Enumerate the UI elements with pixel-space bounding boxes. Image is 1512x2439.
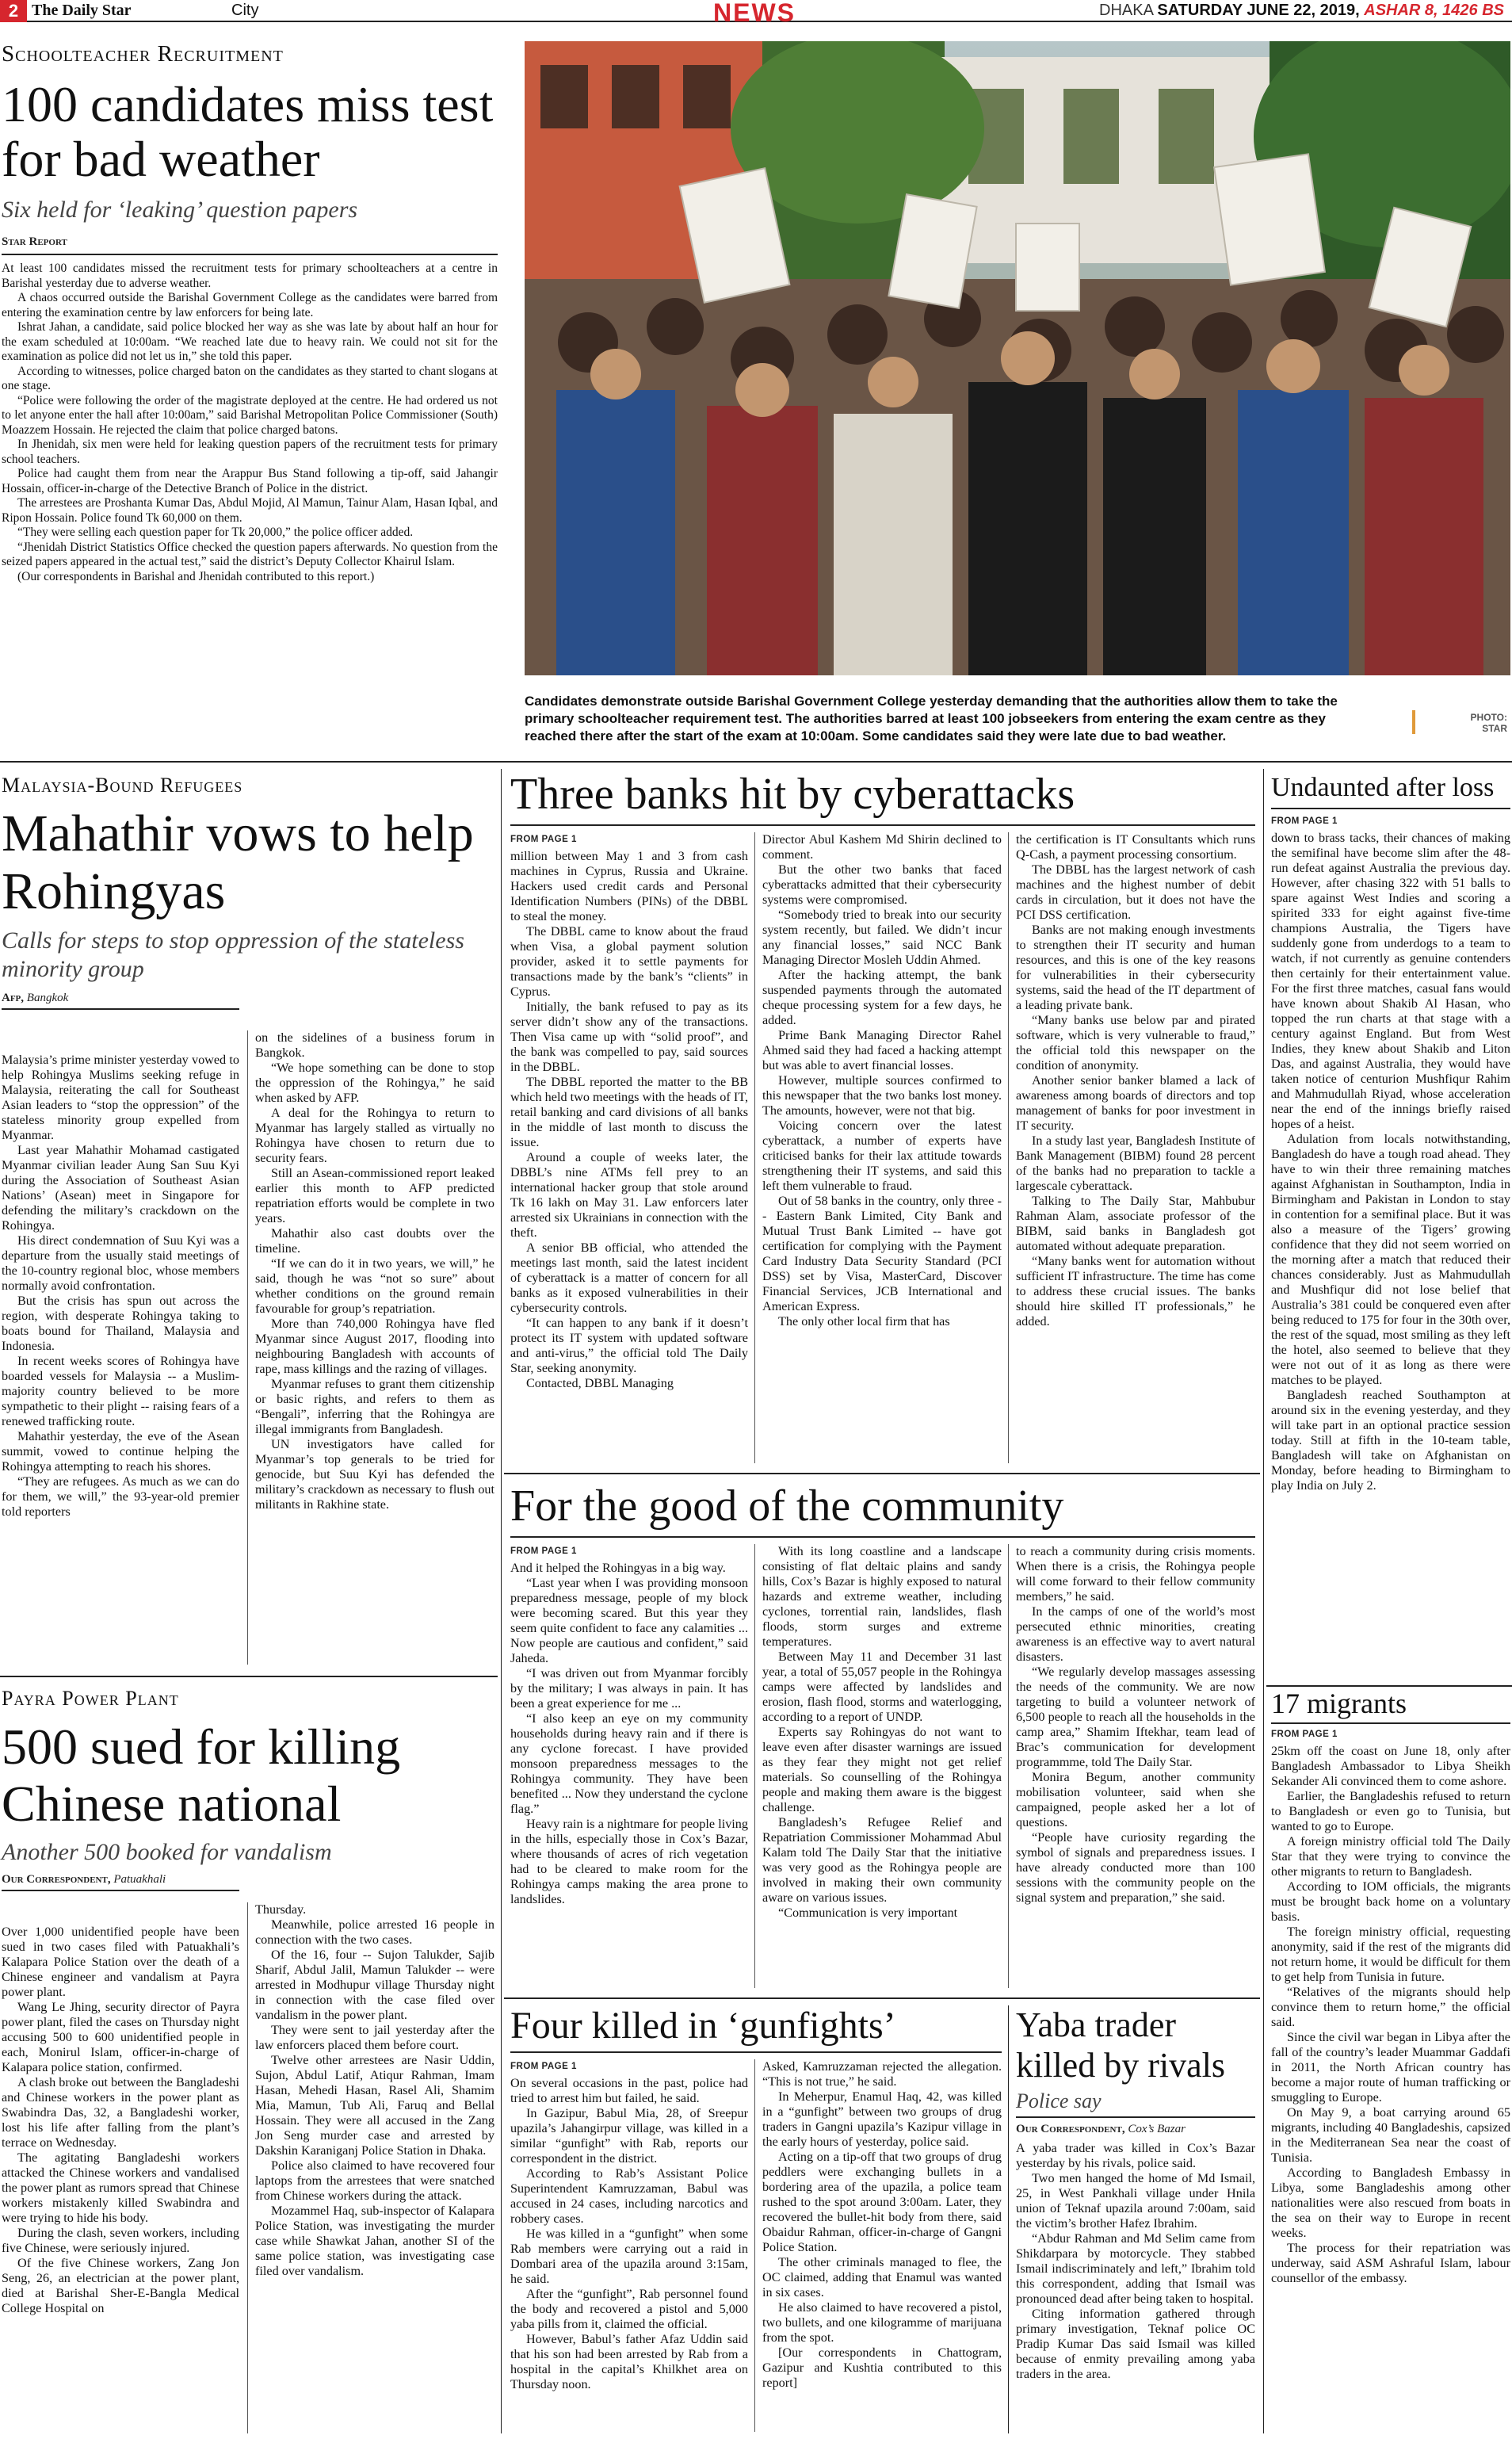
undaunted-story [1271, 774, 1510, 1493]
paragraph: Mahathir also cast doubts over the timeline. [255, 1226, 494, 1256]
byline-part: Patuakhali [113, 1873, 166, 1887]
paragraph: The process for their repatriation was underway, said ASM Ashraful Islam, labour counsellor of the embassy. [1271, 2240, 1510, 2285]
paragraph: “They are refugees. As much as we can do for them, we will,” the 93-year-old premier told reporters [2, 1474, 239, 1519]
banks-col-1 [510, 832, 748, 1391]
paragraph: A foreign ministry official told The Daily Star that they were trying to convince the other migrants to return to Bangladesh. [1271, 1833, 1510, 1879]
paragraph: Talking to The Daily Star, Mahbubur Rahman Alam, associate professor of the BIBM, said banks in Bangladesh got automated without adequate preparation. [1016, 1194, 1255, 1253]
byline-part: SATURDAY JUNE 22, 2019, [1157, 2, 1360, 19]
paragraph: The only other local firm that has [778, 1314, 950, 1328]
paragraph: Still an Asean-commissioned report leaked earlier this month to AFP predicted repatriation efforts would be complete in two years. [255, 1166, 494, 1225]
paragraph: Experts say Rohingyas do not want to leave even after disaster warnings are issued as they fear they might not get relief materials. So counselling of the Rohingya people and making them aware is the biggest challenge. [762, 1725, 1002, 1814]
byline: Afp, Bangkok [2, 992, 69, 1005]
from-page-label: FROM PAGE 1 [1271, 1729, 1338, 1739]
column-divider [247, 1902, 248, 2433]
article-body [1016, 2141, 1255, 2382]
paper-name[interactable]: The Daily Star [32, 2, 132, 19]
paragraph: Police had caught them from near the Arappur Bus Stand following a tip-off, said Jahangir Hossain, officer-in-charge of the Detective Branch of Police in the district. [2, 467, 498, 495]
paragraph: to reach a community during crisis moments. When there is a crisis, the Rohingya people will come forward to their fellow community members,” he said. [1016, 1544, 1255, 1604]
paragraph: In Gazipur, Babul Mia, 28, of Sreepur upazila’s Jahangirpur village, was killed in a similar “gunfight” with Rab, reports our correspondent in the district. [510, 2106, 748, 2166]
section-divider [0, 761, 1512, 763]
byline-part: ASHAR 8, 1426 BS [1364, 2, 1504, 19]
paragraph: “I was driven out from Myanmar forcibly by the military; I was always in pain. It has been a great experience for me ... [510, 1666, 748, 1711]
headline[interactable]: Four killed in ‘gunfights’ [510, 2005, 896, 2047]
news-photo[interactable] [525, 41, 1510, 675]
byline: Our Correspondent, Patuakhali [2, 1873, 166, 1887]
paragraph: Adulation from locals notwithstanding, Bangladesh do have a tough road ahead. They have to win their three remaining matches against Afghanistan in Southampton, India in Birmingham and Pakistan in London to stay in contention for a semifinal place. But it was also a measure of the Tigers’ growing confidence that they did not seem worried on the morning after a match that reduced their chances considerably. Just as Mahmudullah and Mushfiqur did not lose belief that Australia’s 381 could be conquered even after being reduced to 175 for four in the 30th over, the rest of the squad, most smiling as they left the hotel, also seemed to believe that they were not out of it as long as there were matches to be played. [1271, 1131, 1510, 1387]
paragraph: Thursday. [255, 1902, 307, 1917]
payra-col-1 [2, 1925, 239, 2316]
paragraph: A yaba trader was killed in Cox’s Bazar yesterday by his rivals, police said. [1016, 2141, 1255, 2171]
paragraph: The other criminals managed to flee, the OC claimed, adding that Enamul was wanted in six cases. [762, 2255, 1002, 2299]
section-divider [1266, 1685, 1512, 1687]
divider [2, 1008, 239, 1010]
paragraph: In the camps of one of the world’s most persecuted ethnic minorities, creating awareness is an effective way to avert natural disasters. [1016, 1604, 1255, 1664]
community-col-2 [762, 1544, 1002, 1921]
paragraph: “We hope something can be done to stop the oppression of the Rohingya,” he said when asked by AFP. [255, 1061, 494, 1105]
section-label[interactable]: City [231, 2, 259, 19]
paragraph: The agitating Bangladeshi workers attacked the Chinese workers and vandalised the power plant as rumors spread that Chinese workers mistakenly killed Swabindra and were trying to hide his body. [2, 2150, 239, 2225]
teacher-story [2, 41, 498, 584]
community-col-3 [1016, 1544, 1255, 1906]
paragraph: Between May 11 and December 31 last year, a total of 55,057 people in the Rohingya camps were affected by landslides and erosion, flash flood, storms and waterlogging, according to a report of UNDP. [762, 1650, 1002, 1724]
masthead [0, 0, 1512, 27]
community-col-1 [510, 1544, 748, 1907]
paragraph: Police also claimed to have recovered four laptops from the arrestees that were snatched from Chinese workers during the attack. [255, 2158, 494, 2203]
paragraph: Meanwhile, police arrested 16 people in connection with the two cases. [255, 1917, 494, 1947]
paragraph: Bangladesh reached Southampton at around six in the evening yesterday, and they will take part in an optional practice session today. Still at fifth in the 10-team table, Bangladesh will take on Afghanistan on Monday, before heading to Birmingham to play India on July 2. [1271, 1387, 1510, 1493]
paragraph: “We regularly develop massages assessing the needs of the community. We are now targeting to build a volunteer network of 6,500 people to reach all the households in the camp area,” Shamim Iftekhar, team lead of Brac’s communication for development programmme, told The Daily Star. [1016, 1665, 1255, 1769]
paragraph: “They were selling each question paper for Tk 20,000,” the police officer added. [17, 526, 414, 540]
column-divider [1008, 2005, 1009, 2433]
paragraph: “Many banks use below par and pirated software, which is very vulnerable to fraud,” the official told this newspaper on the condition of anonymity. [1016, 1013, 1255, 1072]
community-story [510, 1482, 1255, 1538]
divider [1271, 808, 1510, 809]
paragraph: Of the 16, four -- Sujon Talukder, Sajib Sharif, Abdul Jalil, Mamun Talukder -- were arrested in Modhupur village Thursday night in connection with the case filed over vandalism in the power plant. [255, 1948, 494, 2022]
paragraph: Ishrat Jahan, a candidate, said police blocked her way as she was late by about half an hour for the exam scheduled at 10:00am. “We reached late due to heavy rain. We could not sit for the examination as police did not let us in,” she told this paper. [2, 320, 498, 364]
column-divider [754, 1544, 755, 1988]
paragraph: According to IOM officials, the migrants must be brought back home on a voluntary basis. [1271, 1879, 1510, 1924]
paragraph: “Last year when I was providing monsoon preparedness message, people of my block were becoming scared. But this year they seem quite confident to face any calamities ... Now people are cautious and confident,” said Jaheda. [510, 1576, 748, 1665]
divider [510, 824, 1255, 826]
paragraph: Contacted, DBBL Managing [526, 1376, 674, 1390]
paragraph: After the hacking attempt, the bank suspended payments through the automated cheque processing system for a few days, he added. [762, 968, 1002, 1027]
headline[interactable]: 500 sued for killing Chinese national [2, 1718, 401, 1832]
column-divider [501, 769, 502, 2433]
paragraph: And it helped the Rohingyas in a big way. [510, 1561, 726, 1575]
paragraph: At least 100 candidates missed the recruitment tests for primary schoolteachers at a centre in Barishal yesterday due to adverse weather. [2, 262, 498, 290]
paragraph: Banks are not making enough investments to strengthen their IT security and human resources, and this is one of the key reasons for vulnerabilities in their cybersecurity systems, said the head of the IT department of a leading private bank. [1016, 923, 1255, 1012]
paragraph: down to brass tacks, their chances of making the semifinal have become slim after the 48-run defeat against Australia the previous day. However, after chasing 322 with 51 balls to spare against West Indies and scoring a spirited 333 for eight against five-time champions Australia, the Tigers have suddenly gone from underdogs to a team to watch, if not currently as genuine contenders then certainly for their entertainment value. For the first three matches, casual fans would have known about Shakib Al Hasan, who topped the run charts at that stage with a century against England. But from West Indies, they knew about Shakib and Liton Das, and against Australia, they would have taken notice of centurion Mushfiqur Rahim and Mahmudullah Riyad, whose acceleration near the end of the innings briefly raised hopes of a heist. [1271, 830, 1510, 1131]
paragraph: More than 740,000 Rohingya have fled Myanmar since August 2017, flooding into neighbouring Bangladesh with accounts of rape, mass killings and the razing of villages. [255, 1317, 494, 1376]
paragraph: The foreign ministry official, requesting anonymity, said if the rest of the migrants did not return home, it would be difficult for them to get help from Tunisia in future. [1271, 1924, 1510, 1984]
paragraph: They were sent to jail yesterday after the law enforcers placed them before court. [255, 2023, 494, 2052]
headline[interactable]: Three banks hit by cyberattacks [510, 770, 1075, 819]
paragraph: In a study last year, Bangladesh Institute of Bank Management (BIBM) found 28 percent of the banks had no preparation to tackle a largescale cyberattack. [1016, 1133, 1255, 1193]
banks-story [510, 770, 1255, 826]
paragraph: During the clash, seven workers, including five Chinese, were seriously injured. [2, 2226, 239, 2255]
paragraph: 25km off the coast on June 18, only after Bangladesh Ambassador to Libya Sheikh Sekander Ali convinced them to come ashore. [1271, 1743, 1510, 1788]
subhead: Calls for steps to stop oppression of the stateless minority group [2, 927, 464, 983]
paragraph: Asked, Kamruzzaman rejected the allegation. “This is not true,” he said. [762, 2059, 1002, 2089]
paragraph: Twelve other arrestees are Nasir Uddin, Sujon, Abdul Latif, Atiqur Rahman, Imam Hasan, Mehedi Hasan, Rasel Ali, Shamim Mia, Mamun, Tub Ali, Faruq and Bellal Hossain. They were all accused in the Zang Jon Seng murder case and arrested by Dakshin Karaniganj Police Station in Dhaka. [255, 2053, 494, 2158]
byline: Our Correspondent, Cox’s Bazar [1016, 2123, 1186, 2136]
from-page-label: FROM PAGE 1 [510, 2062, 577, 2071]
paragraph: “It can happen to any bank if it doesn’t protect its IT system with updated software and anti-virus,” the official told The Daily Star, seeking anonymity. [510, 1316, 748, 1375]
headline[interactable]: Yaba trader killed by rivals [1016, 2005, 1225, 2085]
paragraph: Prime Bank Managing Director Rahel Ahmed said they had faced a hacking attempt but was able to avert financial losses. [762, 1028, 1002, 1072]
divider [510, 2051, 1002, 2053]
byline-part: Our Correspondent [1016, 2123, 1122, 2136]
paragraph: On several occasions in the past, police had tried to arrest him but failed, he said. [510, 2076, 748, 2105]
mahathir-story [2, 774, 494, 1010]
column-divider [754, 2059, 755, 2432]
headline[interactable]: 100 candidates miss test for bad weather [2, 76, 494, 188]
article-body [2, 262, 498, 584]
headline[interactable]: For the good of the community [510, 1481, 1064, 1531]
paragraph: Mahathir yesterday, the eve of the Asean summit, vowed to continue helping the Rohingya attempting to reach his shores. [2, 1429, 239, 1474]
paragraph: However, multiple sources confirmed to this newspaper that the two banks lost money. The amounts, however, were not that big. [762, 1073, 1002, 1118]
paragraph: Heavy rain is a nightmare for people living in the hills, especially those in Cox’s Bazar, where thousands of acres of rich vegetation had to be cleared to make room for the Rohingya camps making the area prone to landslides. [510, 1817, 748, 1906]
gunfights-story [510, 2005, 1002, 2053]
divider [1271, 1722, 1510, 1724]
gunfights-col-1 [510, 2059, 748, 2392]
column-divider [247, 1030, 248, 1665]
paragraph: Earlier, the Bangladeshis refused to return to Bangladesh or even go to Tunisia, but wanted to go to Europe. [1271, 1788, 1510, 1833]
section-divider [504, 1473, 1260, 1474]
kicker: Malaysia-Bound Refugees [2, 774, 243, 797]
byline-part: PHOTO: [1470, 712, 1507, 723]
paragraph: “Police were following the order of the magistrate deployed at the centre. He had ordered us not to let anyone enter the hall after 10:00am,” said Barishal Metropolitan Police Commissioner (South) Moazzem Hossain. He rejected the claim that police charged batons. [2, 393, 498, 437]
payra-col-2 [255, 1902, 494, 2279]
paragraph: On May 9, a boat carrying around 65 migrants, including 40 Bangladeshis, capsized in the Mediterranean Sea near the coast of Tunisia. [1271, 2104, 1510, 2165]
banks-col-2 [762, 832, 1002, 1329]
paragraph: (Our correspondents in Barishal and Jhenidah contributed to this report.) [17, 569, 375, 583]
from-page-label: FROM PAGE 1 [1271, 816, 1338, 826]
dateline [1099, 2, 1504, 20]
protest-photo-illustration [525, 41, 1510, 675]
paragraph: “Relatives of the migrants should help convince them to return home,” the official said. [1271, 1984, 1510, 2029]
payra-story [2, 1687, 494, 1891]
paragraph: In Jhenidah, six men were held for leaking question papers of the recruitment tests for primary school teachers. [2, 438, 498, 466]
paragraph: Citing information gathered through primary investigation, Teknaf police OC Pradip Kumar Das said Ismail was killed because of enmity prevailing among yaba traders in the area. [1016, 2307, 1255, 2382]
headline[interactable]: Undaunted after loss [1271, 773, 1495, 802]
paragraph: on the sidelines of a business forum in Bangkok. [255, 1030, 494, 1060]
paragraph: In recent weeks scores of Rohingya have boarded vessels for Malaysia -- a Muslim-majority country believed to be more sympathetic to their plight -- raising fears of a renewed trafficking route. [2, 1354, 239, 1428]
paragraph: Voicing concern over the latest cyberattack, a number of experts have criticised banks for their lax attitude towards strengthening their IT systems, and said this left them vulnerable to fraud. [762, 1118, 1002, 1193]
paragraph: UN investigators have called for Myanmar’s top generals to be tried for genocide, but Suu Kyi has defended the military’s crackdown as necessary to flush out militants in Rakhine state. [255, 1437, 494, 1512]
paragraph: Over 1,000 unidentified people have been sued in two cases filed with Patuakhali’s Kalapara Police Station over the death of a Chinese engineer and vandalism at Payra power plant. [2, 1925, 239, 1999]
column-divider [1008, 832, 1009, 1463]
mahathir-col-1 [2, 1053, 239, 1520]
paragraph: The DBBL has the largest network of cash machines and the highest number of debit cards in circulation, but it does not have the PCI DSS certification. [1016, 862, 1255, 922]
byline-part: Bangkok [26, 992, 69, 1005]
paragraph: But the crisis has spun out across the region, with desperate Rohingya taking to boats bound for Thailand, Malaysia and Indonesia. [2, 1294, 239, 1353]
column-divider [1263, 769, 1264, 2433]
news-label: NEWS [713, 0, 796, 27]
section-divider [504, 1997, 1260, 1999]
kicker: Schoolteacher Recruitment [2, 41, 284, 67]
gunfights-col-2 [762, 2059, 1002, 2391]
page-number: 2 [0, 0, 27, 22]
paragraph: A senior BB official, who attended the meetings last month, said the latest incident of cyberattack is a matter of concern for all banks as it exposed vulnerabilities in their cybersecurity controls. [510, 1241, 748, 1315]
headline[interactable]: Mahathir vows to help Rohingyas [2, 805, 474, 920]
byline-part: STAR [1482, 723, 1507, 734]
yaba-story [1016, 2005, 1255, 2382]
byline-part: Afp [2, 992, 21, 1005]
paragraph: “Jhenidah District Statistics Office checked the question papers afterwards. No question from the seized papers appeared in the actual test,” said the district’s Deputy Collector Khairul Islam. [2, 540, 498, 569]
paragraph: “If we can do it in two years, we will,” he said, though he was “not so sure” about whether conditions on the ground remain favourable for group’s repatriation. [255, 1256, 494, 1316]
paragraph: “Somebody tried to break into our security system recently, but failed. We didn’t incur any financial losses,” said NCC Bank Managing Director Mosleh Uddin Ahmed. [762, 908, 1002, 967]
photo-caption: Candidates demonstrate outside Barishal Government College yesterday demanding that the authorities allow them to take the primary schoolteacher requirement test. The authorities barred at least 100 jobseekers from entering the exam centre as they reached there after the start of the exam at 10:00am. Some candidates said they were late due to bad weather. [525, 694, 1338, 744]
paragraph: million between May 1 and 3 from cash machines in Cyprus, Russia and Ukraine. Hackers used credit cards and Personal Identification Numbers (PINs) of the DBBL to steal the money. [510, 849, 748, 923]
paragraph: Two men hanged the home of Md Ismail, 25, in West Pankhali village under Hnila union of Teknaf upazila around 7:00am, said the victim’s brother Hafez Ibrahim. [1016, 2171, 1255, 2231]
column-divider [1008, 1544, 1009, 1988]
paragraph: Initially, the bank refused to pay as its server didn’t show any of the transactions. Then Visa came up with “solid proof”, and the bank was compelled to pay, said sources in the DBBL. [510, 1000, 748, 1074]
paragraph: “Communication is very important [778, 1906, 958, 1920]
byline: Star Report [2, 235, 67, 249]
paragraph: According to witnesses, police charged baton on the candidates as they started to chant slogans at one stage. [2, 364, 498, 393]
mahathir-col-2 [255, 1030, 494, 1512]
paragraph: According to Rab’s Assistant Police Superintendent Kamruzzaman, Babul was accused in 24 cases, including narcotics and robbery cases. [510, 2166, 748, 2226]
paragraph: Of the five Chinese workers, Zang Jon Seng, 26, an electrician at the power plant, died at Barishal Sher-E-Bangla Medical College Hospital on [2, 2256, 239, 2315]
paragraph: Last year Mahathir Mohamad castigated Myanmar civilian leader Aung San Suu Kyi during the Association of Southeast Asian Nations’ (Asean) meet in Singapore for defending the military’s crackdown on the Rohingya. [2, 1143, 239, 1233]
divider [1016, 2116, 1255, 2118]
caption-accent-bar [1412, 710, 1415, 734]
paragraph: Director Abul Kashem Md Shirin declined to comment. [762, 832, 1002, 862]
paragraph: The arrestees are Proshanta Kumar Das, Abdul Mojid, Al Mamun, Tainur Alam, Hasan Iqbal, and Ripon Hossain. Police found Tk 60,000 on them. [2, 496, 498, 525]
paragraph: However, Babul’s father Afaz Uddin said that his son had been arrested by Rab from a hospital in the capital’s Khilkhet area on Thursday noon. [510, 2332, 748, 2391]
paragraph: His direct condemnation of Suu Kyi was a departure from the usually staid meetings of the 10-country regional bloc, whose members normally avoid confrontation. [2, 1233, 239, 1293]
paragraph: With its long coastline and a landscape consisting of flat deltaic plains and sandy hills, Cox’s Bazar is highly exposed to natural hazards and extreme weather, including cyclones, torrential rain, landslides, flash floods, storm surges and extreme temperatures. [762, 1544, 1002, 1649]
paragraph: A clash broke out between the Bangladeshi and Chinese workers in the power plant as Swabindra Das, 32, a Bangladeshi worker, lost his life after falling from the plant’s terrace on Wednesday. [2, 2075, 239, 2150]
paragraph: A deal for the Rohingya to return to Myanmar has largely stalled as virtually no Rohingya have chosen to return due to security fears. [255, 1106, 494, 1165]
paragraph: Malaysia’s prime minister yesterday vowed to help Rohingya Muslims seeking refuge in Malaysia, reiterating the call for Southeast Asian leaders to “stop the oppression” of the stateless minority group expelled from Myanmar. [2, 1053, 239, 1142]
subhead: Police say [1016, 2089, 1102, 2113]
byline-part: Our Correspondent [2, 1873, 108, 1887]
paragraph: Mozammel Haq, sub-inspector of Kalapara Police Station, was investigating the murder case while Shawkat Jahan, another SI of the same police station, was investigating case filed over vandalism. [255, 2204, 494, 2278]
paragraph: He also claimed to have recovered a pistol, two bullets, and one kilogramme of marijuana from the spot. [762, 2300, 1002, 2345]
paragraph: After the “gunfight”, Rab personnel found the body and recovered a pistol and 5,000 yaba pills from it, claimed the official. [510, 2287, 748, 2331]
byline-part: Cox’s Bazar [1128, 2123, 1186, 2136]
paragraph: Myanmar refuses to grant them citizenship or basic rights, and refers to them as “Bengali”, inferring that the Rohingya are illegal immigrants from Bangladesh. [255, 1377, 494, 1436]
divider [2, 1890, 239, 1891]
subhead: Another 500 booked for vandalism [2, 1839, 332, 1866]
paragraph: “I also keep an eye on my community households during heavy rain and if there is any cyclone forecast. I have provided monsoon preparedness messages to the Rohingya community. They have been benefited ... Now they understand the cyclone flag.” [510, 1711, 748, 1816]
banks-col-3 [1016, 832, 1255, 1329]
paragraph: Bangladesh’s Refugee Relief and Repatriation Commissioner Mohammad Abul Kalam told The Daily Star that the initiative was very good as the Rohingya people are involved in making their own community aware on various issues. [762, 1815, 1002, 1905]
paragraph: In Meherpur, Enamul Haq, 42, was killed in a “gunfight” between two groups of drug traders in Gangni upazila’s Kazipur village in the early hours of yesterday, police said. [762, 2089, 1002, 2149]
paragraph: Acting on a tip-off that two groups of drug peddlers were exchanging bullets in a bordering area of the upazila, a police team rushed to the spot around 3:00am. Later, they recovered the bullet-hit body from there, said Obaidur Rahman, officer-in-charge of Gangni Police Station. [762, 2150, 1002, 2254]
paragraph: But the other two banks that faced cyberattacks admitted that their cybersecurity systems were compromised. [762, 862, 1002, 907]
article-body [1271, 814, 1510, 1493]
paragraph: According to Bangladesh Embassy in Libya, some Bangladeshis among other nationalities were also rescued from boats in the sea on their way to Europe in recent weeks. [1271, 2165, 1510, 2240]
subhead: Six held for ‘leaking’ question papers [2, 197, 358, 224]
migrants-story [1271, 1688, 1510, 2286]
paragraph: “Abdur Rahman and Md Selim came from Shikdarpara by motorcycle. They stabbed Ismail indiscriminately and left,” Ibrahim told this correspondent, adding that Ismail was pronounced dead after being taken to hospital. [1016, 2231, 1255, 2307]
paragraph: Out of 58 banks in the country, only three -- Eastern Bank Limited, City Bank and Mutual Trust Bank Limited -- have got certification for complying with the Payment Card Industry Data Security Standard (PCI DSS) set by Visa, MasterCard, Discover Financial Services, JCB International and American Express. [762, 1194, 1002, 1313]
paragraph: Around a couple of weeks later, the DBBL’s nine ATMs fell prey to an international hacker group that stole around Tk 16 lakh on May 31. Law enforcers later arrested six Ukrainians in connection with the theft. [510, 1150, 748, 1240]
paragraph: Since the civil war began in Libya after the fall of the country’s leader Muammar Gaddafi in 2011, the North African country has become a major route of human trafficking or smuggling to Europe. [1271, 2029, 1510, 2104]
from-page-label: FROM PAGE 1 [510, 1546, 577, 1556]
paragraph: Wang Le Jhing, security director of Payra power plant, filed the cases on Thursday night accusing 500 to 600 unidentified people in each, Monirul Islam, officer-in-charge of Kalapara police station, confirmed. [2, 2000, 239, 2074]
section-divider [0, 1676, 498, 1677]
paragraph: He was killed in a “gunfight” when some Rab members were carrying out a raid in Dombari area of the upazila around 3:15am, he said. [510, 2227, 748, 2286]
paragraph: The DBBL reported the matter to the BB which held two meetings with the heads of IT, retail banking and card divisions of all banks in the middle of last month to discuss the issue. [510, 1075, 748, 1149]
article-body [1271, 1727, 1510, 2286]
column-divider [754, 832, 755, 1463]
kicker: Payra Power Plant [2, 1687, 179, 1710]
paragraph: “Many banks went for automation without sufficient IT infrastructure. The time has come to address these crucial issues. The banks should hire skilled IT professionals,” he added. [1016, 1254, 1255, 1328]
photo-credit [1460, 712, 1507, 734]
from-page-label: FROM PAGE 1 [510, 835, 577, 844]
headline[interactable]: 17 migrants [1271, 1688, 1407, 1719]
paragraph: Another senior banker blamed a lack of awareness among boards of directors and top management of banks for poor investment in IT security. [1016, 1073, 1255, 1133]
divider [2, 254, 498, 255]
paragraph: The DBBL came to know about the fraud when Visa, a global payment solution provider, asked it to settle payments for transactions made by the bank’s “clients” in Cyprus. [510, 924, 748, 999]
paragraph: the certification is IT Consultants which runs Q-Cash, a payment processing consortium. [1016, 832, 1255, 862]
paragraph: [Our correspondents in Chattogram, Gazipur and Kushtia contributed to this report] [762, 2345, 1002, 2390]
paragraph: “People have curiosity regarding the symbol of signals and preparedness issues. I have already conducted more than 100 sessions with the community people on the signal system and preparation,” she said. [1016, 1830, 1255, 1905]
paragraph: Monira Begum, another community mobilisation volunteer, said when she campaigned, people asked her a lot of questions. [1016, 1770, 1255, 1829]
paragraph: A chaos occurred outside the Barishal Government College as the candidates were barred from entering the examination centre by law enforcers for being late. [2, 291, 498, 319]
byline-part: DHAKA [1099, 2, 1153, 19]
divider [510, 1536, 1255, 1538]
